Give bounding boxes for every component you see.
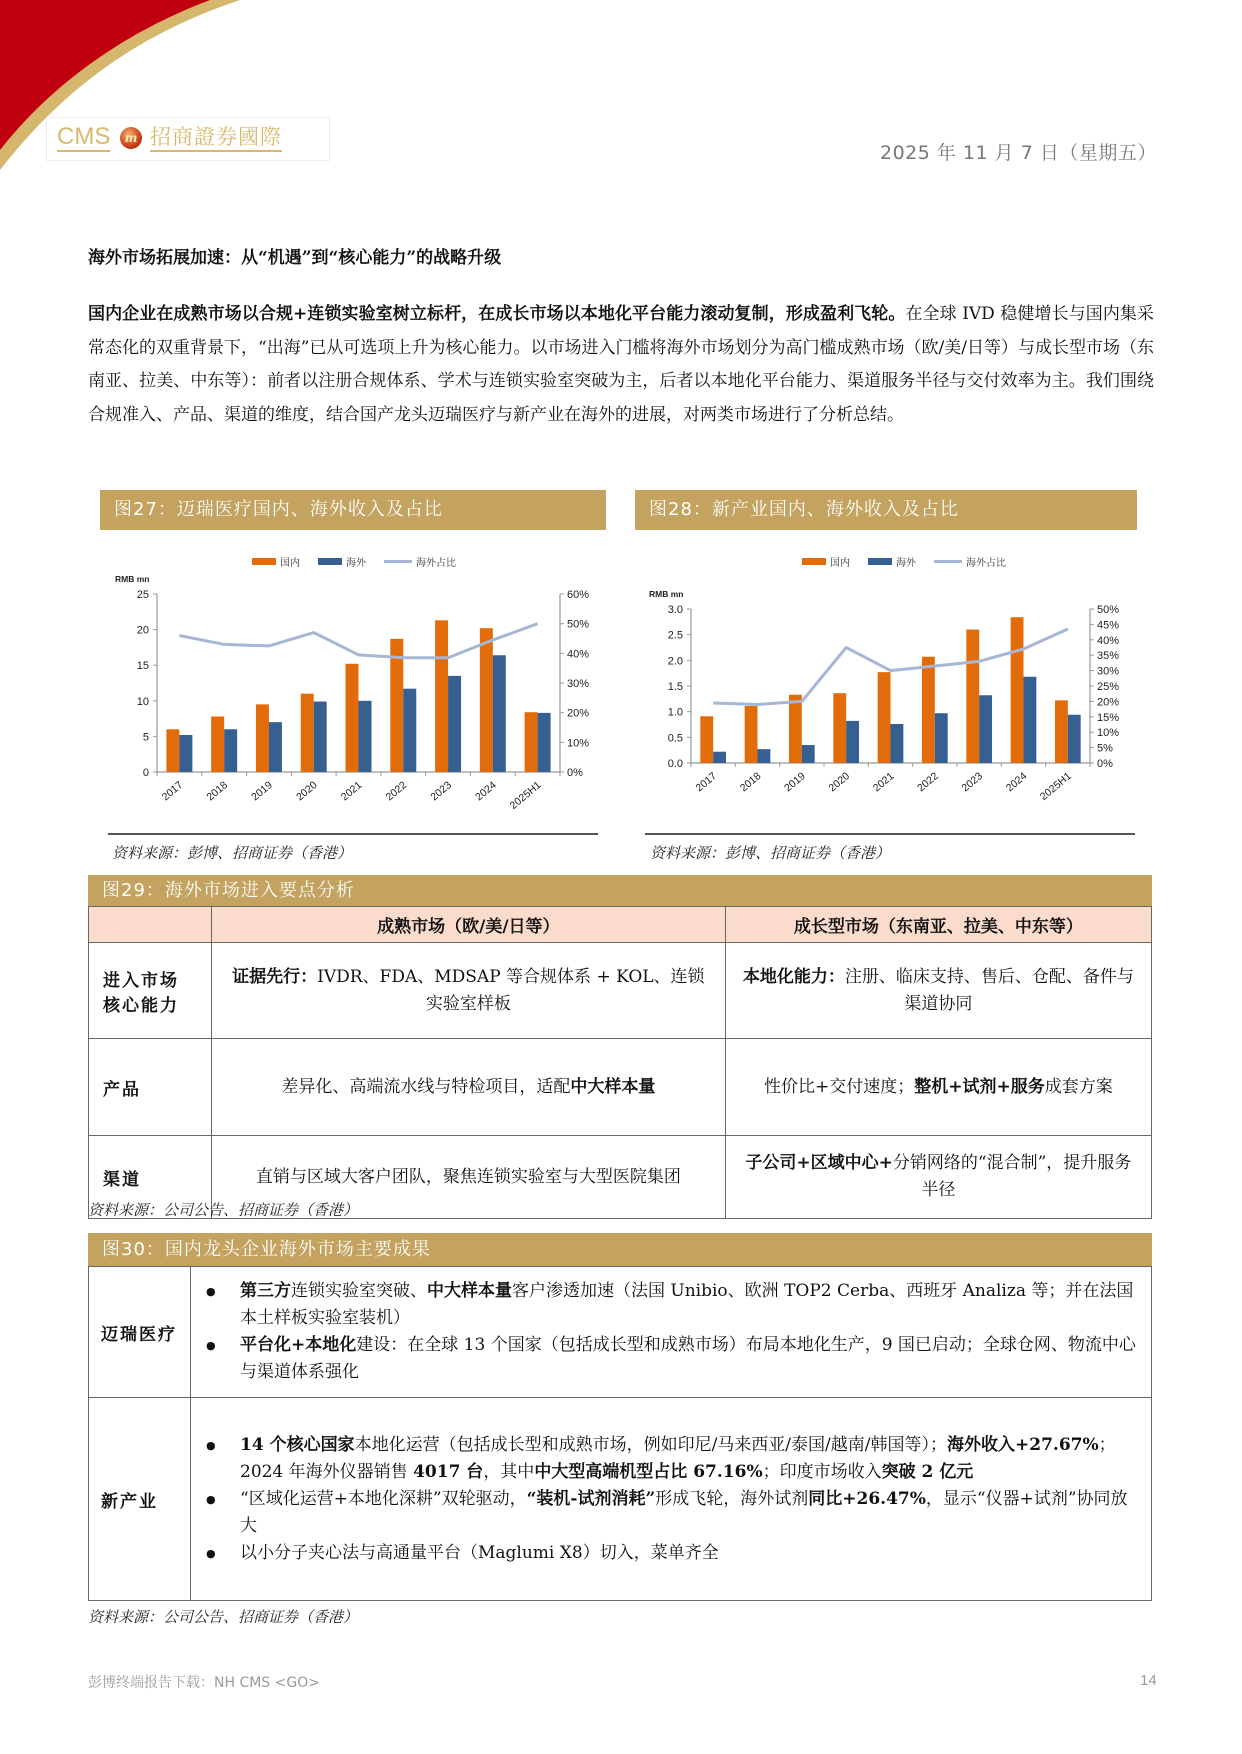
- bullet-item: [192, 1278, 1136, 1332]
- bullet-list: [192, 1428, 1150, 1571]
- svg-text:2023: 2023: [959, 770, 986, 795]
- bullet-bold: 中大型高端机型占比 67.16%: [534, 1461, 763, 1482]
- svg-text:RMB mn: RMB mn: [115, 574, 150, 584]
- bullet-bold: 4017 台: [413, 1461, 484, 1482]
- svg-text:25%: 25%: [1097, 681, 1120, 693]
- bullet-list: [192, 1274, 1150, 1390]
- cell-text: 注册、临床支持、售后、仓配、备件与渠道协同: [844, 966, 1134, 1014]
- bullet-text: 形成飞轮，海外试剂: [655, 1488, 809, 1509]
- fig30-source: 资料来源：公司公告、招商证券（香港）: [88, 1608, 359, 1626]
- svg-text:1.5: 1.5: [667, 681, 683, 693]
- bullet-text: ，显示“仪器+试剂”协同放大: [240, 1488, 1128, 1536]
- fig29-title: 图29：海外市场进入要点分析: [88, 875, 1152, 906]
- cell-bold: 子公司+区域中心+: [745, 1153, 893, 1173]
- row-label: 渠道: [89, 1136, 212, 1219]
- bullet-text: 建设：在全球 13 个国家（包括成长型和成熟市场）布局本地化生产，9 国已启动；全球仓网、物流中心与渠道体系强化: [240, 1335, 1136, 1382]
- mature-cell: [212, 943, 726, 1039]
- svg-text:30%: 30%: [567, 678, 590, 690]
- section-title: 海外市场拓展加速：从“机遇”到“核心能力”的战略升级: [88, 248, 502, 268]
- svg-text:海外: 海外: [346, 558, 366, 569]
- table-row: [89, 1267, 1152, 1398]
- cell-text: IVDR、FDA、MDSAP 等合规体系 + KOL、连锁实验室样板: [317, 966, 705, 1014]
- cell-text: 分销网络的“混合制”，提升服务半径: [892, 1153, 1132, 1200]
- logo-text-cn: 招商證券國際: [150, 124, 282, 152]
- svg-text:2025H1: 2025H1: [1037, 770, 1074, 803]
- fig28-source-rule: [645, 833, 1135, 835]
- svg-text:2025H1: 2025H1: [507, 779, 544, 812]
- bullet-item: [192, 1540, 1136, 1567]
- svg-text:2017: 2017: [693, 770, 720, 795]
- fig28-title: 图28：新产业国内、海外收入及占比: [635, 490, 1137, 530]
- svg-text:20: 20: [136, 624, 149, 637]
- bullet-bold: 平台化+本地化: [240, 1335, 357, 1355]
- svg-text:15%: 15%: [1097, 711, 1120, 724]
- svg-text:海外占比: 海外占比: [966, 558, 1006, 569]
- bullet-text: “区域化运营+本地化深耕”双轮驱动，: [240, 1488, 527, 1509]
- bullets-cell: [191, 1398, 1152, 1601]
- svg-text:RMB mn: RMB mn: [649, 589, 684, 599]
- cell-bold: 中大样本量: [570, 1076, 656, 1097]
- row-label: 新产业: [89, 1398, 191, 1601]
- svg-text:国内: 国内: [280, 558, 300, 569]
- row-label: 进入市场核心能力: [89, 943, 212, 1039]
- bullet-item: [192, 1332, 1136, 1386]
- svg-text:10: 10: [136, 695, 149, 708]
- svg-text:2021: 2021: [338, 779, 365, 804]
- cell-text: 性价比+交付速度；: [763, 1076, 915, 1097]
- svg-text:海外: 海外: [896, 558, 916, 569]
- row-label: 产品: [89, 1039, 212, 1136]
- svg-text:1.0: 1.0: [667, 706, 683, 719]
- cell-bold: 整机+试剂+服务: [914, 1076, 1045, 1097]
- table-header-cell: 成熟市场（欧/美/日等）: [212, 907, 726, 943]
- svg-text:5%: 5%: [1097, 742, 1113, 755]
- table-row: [89, 1398, 1152, 1601]
- svg-text:2019: 2019: [782, 770, 808, 795]
- svg-text:60%: 60%: [567, 589, 590, 601]
- intro-bold: 国内企业在成熟市场以合规+连锁实验室树立标杆，在成长市场以本地化平台能力滚动复制，形成盈利飞轮。: [88, 304, 906, 324]
- svg-text:2018: 2018: [204, 779, 231, 804]
- cell-bold: 证据先行：: [232, 966, 318, 987]
- table-header-cell: [89, 907, 212, 943]
- svg-text:0%: 0%: [567, 767, 583, 779]
- bullet-item: [192, 1486, 1136, 1540]
- bullet-text: 连锁实验室突破、: [291, 1281, 427, 1301]
- svg-text:45%: 45%: [1097, 619, 1120, 632]
- svg-text:5: 5: [142, 731, 149, 744]
- cell-text: 成套方案: [1044, 1076, 1113, 1097]
- svg-text:40%: 40%: [1097, 634, 1120, 647]
- svg-text:0%: 0%: [1097, 758, 1113, 770]
- fig29-table: [88, 906, 1152, 1219]
- logo-badge-icon: m: [120, 127, 142, 149]
- svg-text:25: 25: [136, 589, 149, 601]
- svg-text:2024: 2024: [473, 779, 499, 804]
- svg-text:2024: 2024: [1003, 770, 1030, 795]
- svg-text:0: 0: [142, 767, 149, 779]
- cell-text: 差异化、高端流水线与特检项目，适配: [281, 1076, 571, 1097]
- bullet-bold: “装机-试剂消耗”: [526, 1488, 656, 1509]
- intro-paragraph: [88, 298, 1154, 432]
- fig30-table: [88, 1266, 1152, 1601]
- fig28-chart: [630, 540, 1160, 830]
- svg-text:2022: 2022: [383, 779, 410, 804]
- svg-text:国内: 国内: [830, 558, 850, 569]
- table-header-cell: 成长型市场（东南亚、拉美、中东等）: [725, 907, 1151, 943]
- bullet-text: ，其中: [483, 1461, 535, 1482]
- svg-text:2020: 2020: [294, 779, 320, 804]
- svg-text:35%: 35%: [1097, 650, 1120, 663]
- bullet-text: 客户渗透加速（法国 Unibio、欧洲 TOP2 Cerba、西班牙 Analiza 等；并在法国本土样板实验室装机）: [240, 1281, 1134, 1328]
- svg-text:15: 15: [136, 660, 149, 673]
- svg-text:0.5: 0.5: [667, 732, 683, 745]
- bullet-text: 本地化运营（包括成长型和成熟市场，例如印尼/马来西亚/泰国/越南/韩国等）；: [354, 1434, 947, 1455]
- bullet-bold: 第三方: [240, 1281, 291, 1301]
- bullet-bold: 海外收入+27.67%: [947, 1434, 1099, 1455]
- svg-text:2017: 2017: [159, 779, 186, 804]
- fig29-source: 资料来源：公司公告、招商证券（香港）: [88, 1201, 359, 1219]
- row-label: 迈瑞医疗: [89, 1267, 191, 1398]
- svg-text:2022: 2022: [915, 770, 941, 795]
- svg-text:2021: 2021: [870, 770, 897, 795]
- bullet-bold: 同比+26.47%: [808, 1488, 926, 1509]
- svg-text:50%: 50%: [1097, 604, 1120, 616]
- table-header-row: [89, 907, 1152, 943]
- bullet-bold: 突破 2 亿元: [881, 1461, 974, 1482]
- logo-text-en: CMS: [57, 123, 111, 150]
- fig30-title: 图30：国内龙头企业海外市场主要成果: [88, 1233, 1152, 1266]
- svg-text:20%: 20%: [567, 707, 590, 720]
- svg-text:0.0: 0.0: [667, 758, 683, 770]
- bullet-text: ；印度市场收入: [762, 1461, 882, 1482]
- growth-cell: [725, 1039, 1151, 1136]
- table-row: [89, 1039, 1152, 1136]
- svg-text:50%: 50%: [567, 618, 590, 631]
- fig27-chart: [90, 540, 620, 830]
- growth-cell: [725, 943, 1151, 1039]
- svg-text:10%: 10%: [567, 737, 590, 750]
- svg-text:2019: 2019: [249, 779, 275, 804]
- fig27-source: 资料来源：彭博、招商证券（香港）: [112, 844, 353, 862]
- svg-text:10%: 10%: [1097, 727, 1120, 740]
- bullet-text: 以小分子夹心法与高通量平台（Maglumi X8）切入，菜单齐全: [240, 1542, 719, 1563]
- svg-text:海外占比: 海外占比: [416, 558, 456, 569]
- svg-text:20%: 20%: [1097, 696, 1120, 709]
- footer-text: 彭博终端报告下载：NH CMS <GO>: [88, 1675, 320, 1691]
- svg-text:2020: 2020: [826, 770, 853, 795]
- svg-text:40%: 40%: [567, 648, 590, 661]
- bullet-text: ；2024 年海外仪器销售: [240, 1434, 1116, 1482]
- fig28-source: 资料来源：彭博、招商证券（香港）: [650, 844, 891, 862]
- svg-text:30%: 30%: [1097, 665, 1120, 678]
- table-row: [89, 943, 1152, 1039]
- svg-text:2.5: 2.5: [667, 629, 683, 642]
- mature-cell: [212, 1039, 726, 1136]
- svg-text:2018: 2018: [737, 770, 764, 795]
- bullets-cell: [191, 1267, 1152, 1398]
- company-logo: [46, 117, 330, 161]
- bullet-bold: 中大样本量: [427, 1281, 512, 1301]
- bullet-item: [192, 1432, 1136, 1486]
- growth-cell: [725, 1136, 1151, 1219]
- page-number: 14: [1140, 1672, 1157, 1689]
- report-date: 2025 年 11 月 7 日（星期五）: [880, 142, 1157, 164]
- bullet-bold: 14 个核心国家: [240, 1434, 355, 1455]
- svg-text:2.0: 2.0: [667, 655, 683, 668]
- svg-text:3.0: 3.0: [667, 604, 683, 616]
- fig27-source-rule: [108, 833, 598, 835]
- fig27-title: 图27：迈瑞医疗国内、海外收入及占比: [100, 490, 606, 530]
- svg-text:2023: 2023: [428, 779, 454, 804]
- cell-bold: 本地化能力：: [742, 966, 845, 987]
- intro-text: 在全球 IVD 稳健增长与国内集采常态化的双重背景下，“出海”已从可选项上升为核心能力。以市场进入门槛将海外市场划分为高门槛成熟市场（欧/美/日等）与成长型市场（东南亚、拉美、中东等）：前者以注册合规体系、学术与连锁实验室突破为主，后者以本地化平台能力、渠道服务半径与交付效率为主。我们围绕合规准入、产品、渠道的维度，结合国产龙头迈瑞医疗与新产业在海外的进展，对两类市场进行了分析总结。: [88, 304, 1154, 425]
- cell-text: 直销与区域大客户团队，聚焦连锁实验室与大型医院集团: [255, 1166, 681, 1187]
